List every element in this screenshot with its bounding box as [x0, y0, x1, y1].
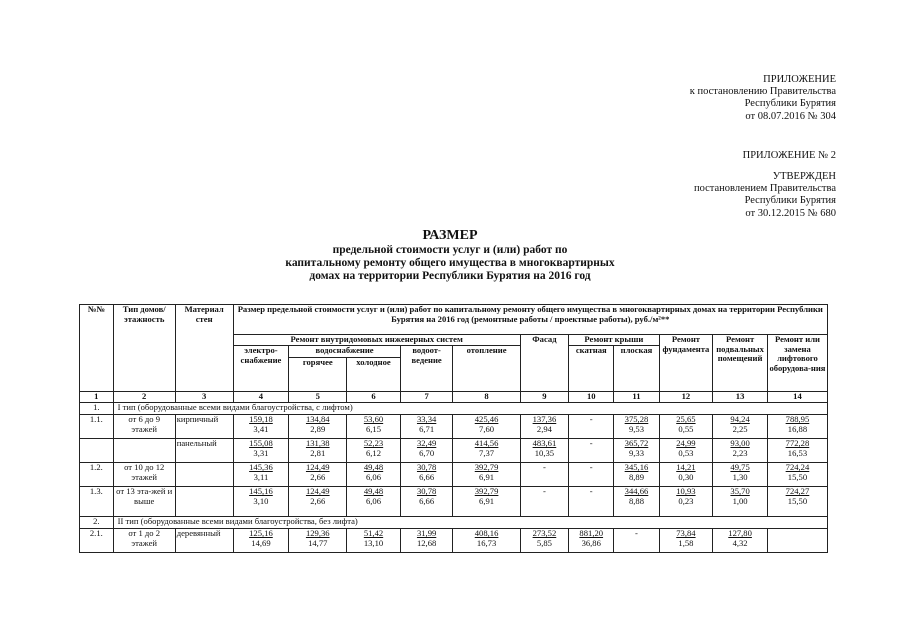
cell-repair-value: 124,49 [305, 486, 330, 496]
header-foundation: Ремонт фундамента [659, 335, 713, 392]
cell-design-value: 9,33 [628, 447, 644, 458]
appendix2-title: ПРИЛОЖЕНИЕ № 2 [742, 150, 836, 161]
table-cell [520, 487, 568, 517]
table-row [80, 439, 828, 463]
approved-line: постановлением Правительства [693, 183, 836, 195]
cell-repair-value: 49,75 [730, 462, 750, 472]
table-cell [289, 529, 347, 553]
header-engineering: Ремонт внутридомовых инженерных систем [233, 335, 520, 346]
table-cell [400, 529, 453, 553]
column-number: 2 [113, 392, 175, 403]
cell-design-value: 5,85 [536, 537, 552, 548]
table-cell [614, 463, 659, 487]
cell-design-value: 6,06 [365, 495, 382, 506]
document-title-line: предельной стоимости услуг и (или) работ по [332, 244, 568, 256]
table-cell [233, 463, 289, 487]
cell-design-value: 16,73 [476, 537, 497, 548]
cell-design-value: 15,50 [787, 471, 808, 482]
cell-design-value: 2,89 [310, 423, 326, 434]
column-number: 7 [400, 392, 453, 403]
cell-repair-value: 344,66 [624, 486, 649, 496]
cell-design-value: 0,30 [678, 471, 694, 482]
row-number: 2.1. [80, 529, 114, 553]
cell-design-value: 4,32 [732, 537, 748, 548]
row-material [175, 487, 233, 517]
header-roof: Ремонт крыши [569, 335, 659, 346]
cell-repair-value: 134,84 [305, 414, 330, 424]
cell-repair-value: - [542, 486, 546, 496]
row-house-type [113, 439, 175, 463]
table-cell [233, 415, 289, 439]
row-material: панельный [175, 439, 233, 463]
row-house-type: от 6 до 9 этажей [113, 415, 175, 439]
table-cell [713, 415, 768, 439]
table-cell [767, 415, 827, 439]
table-cell [659, 529, 713, 553]
cell-repair-value: 724,24 [785, 462, 810, 472]
cell-design-value: 9,53 [628, 423, 644, 434]
cell-design-value: 1,30 [732, 471, 748, 482]
table-cell [659, 463, 713, 487]
cell-repair-value: 345,16 [624, 462, 649, 472]
table-cell [289, 415, 347, 439]
cell-design-value: 15,50 [787, 495, 808, 506]
table-cell [659, 415, 713, 439]
table-cell [767, 487, 827, 517]
cell-design-value: 6,70 [419, 447, 435, 458]
cell-design-value: 2,23 [732, 447, 748, 458]
row-number: 1.3. [80, 487, 114, 517]
cell-repair-value: 124,49 [305, 462, 330, 472]
cell-repair-value: 137,36 [532, 414, 557, 424]
document-title-main: РАЗМЕР [422, 228, 478, 243]
table-cell [767, 529, 827, 553]
cell-design-value: 6,71 [419, 423, 435, 434]
cell-design-value: 10,35 [534, 447, 555, 458]
cell-design-value: 2,81 [310, 447, 326, 458]
cell-design-value: 6,15 [365, 423, 382, 434]
document-title-line: домах на территории Республики Бурятия на 2016 год [309, 270, 591, 282]
cell-design-value: 36,86 [581, 537, 601, 548]
table-cell [767, 439, 827, 463]
cell-repair-value: 788,95 [785, 414, 810, 424]
column-number: 11 [614, 392, 659, 403]
table-cell [767, 463, 827, 487]
cost-table [79, 304, 828, 553]
cell-design-value: 6,66 [419, 471, 435, 482]
cell-design-value: 2,94 [536, 423, 552, 434]
approved-header [694, 171, 836, 220]
table-cell [233, 439, 289, 463]
cell-design-value: 3,41 [253, 423, 269, 434]
column-number: 10 [569, 392, 614, 403]
table-cell [614, 529, 659, 553]
cell-design-value: 6,66 [419, 495, 435, 506]
appendix-header [690, 74, 836, 123]
table-cell [289, 439, 347, 463]
header-material: Материал стен [175, 305, 233, 392]
cell-repair-value: 483,61 [532, 438, 557, 448]
cell-repair-value: 49,48 [363, 486, 384, 496]
cell-repair-value: 131,38 [305, 438, 330, 448]
table-cell [233, 529, 289, 553]
cell-repair-value: 129,36 [305, 528, 330, 538]
table-cell [347, 463, 401, 487]
table-cell [659, 487, 713, 517]
approved-title: УТВЕРЖДЕН [772, 171, 836, 182]
cell-repair-value: 414,56 [474, 438, 499, 448]
table-cell [347, 529, 401, 553]
header-house-type: Тип домов/ этажность [113, 305, 175, 392]
table-cell [453, 439, 520, 463]
header-num: №№ [80, 305, 114, 392]
cell-design-value: 3,11 [253, 471, 269, 482]
row-number: 1.2. [80, 463, 114, 487]
section-label: II тип (оборудованные всеми видами благоустройства, без лифта) [113, 517, 827, 529]
table-cell [453, 487, 520, 517]
cell-repair-value: - [542, 462, 546, 472]
table-row [80, 487, 828, 517]
table-row [80, 463, 828, 487]
row-number: 1.1. [80, 415, 114, 439]
cell-design-value: 16,53 [787, 447, 808, 458]
cell-repair-value: 273,52 [532, 528, 557, 538]
cell-repair-value: 365,72 [624, 438, 649, 448]
table-cell [520, 439, 568, 463]
cell-design-value: 2,66 [310, 495, 326, 506]
table-cell [400, 439, 453, 463]
cell-design-value: 14,69 [251, 537, 271, 548]
cell-repair-value: 10,93 [676, 486, 696, 496]
header-water: водоснабжение [289, 346, 401, 358]
approved-line: Республики Бурятия [744, 195, 836, 207]
column-number: 8 [453, 392, 520, 403]
cell-repair-value: 49,48 [363, 462, 384, 472]
table-cell [453, 415, 520, 439]
cell-repair-value: 24,99 [676, 438, 696, 448]
appendix2-header [743, 150, 836, 162]
row-number [80, 439, 114, 463]
table-cell [400, 463, 453, 487]
row-house-type: от 10 до 12 этажей [113, 463, 175, 487]
table-cell [453, 463, 520, 487]
cell-design-value: 6,06 [365, 471, 382, 482]
cell-repair-value: 35,70 [730, 486, 750, 496]
table-cell [713, 487, 768, 517]
table-cell [289, 463, 347, 487]
cell-repair-value: 375,28 [624, 414, 649, 424]
cell-design-value: 1,58 [678, 537, 694, 548]
cell-design-value: 6,91 [479, 495, 495, 506]
cell-repair-value: - [589, 438, 593, 448]
cell-design-value: 1,00 [732, 495, 748, 506]
cell-repair-value: 881,20 [579, 528, 604, 538]
section-row [80, 517, 828, 529]
cell-repair-value: 127,80 [728, 528, 752, 538]
table-cell [713, 529, 768, 553]
header-heating: отопление [453, 346, 520, 392]
table-cell [569, 463, 614, 487]
cell-repair-value: 159,18 [249, 414, 273, 424]
row-material: деревянный [175, 529, 233, 553]
cell-repair-value: 145,36 [249, 462, 273, 472]
appendix-title: ПРИЛОЖЕНИЕ [763, 74, 836, 85]
row-house-type: от 1 до 2 этажей [113, 529, 175, 553]
section-number: 1. [80, 403, 114, 415]
header-basement: Ремонт подвальных помещений [713, 335, 768, 392]
cell-design-value: 14,77 [308, 537, 328, 548]
cell-design-value: 8,88 [628, 495, 644, 506]
cell-design-value: 16,88 [787, 423, 808, 434]
table-cell [614, 439, 659, 463]
document-title-line: капитальному ремонту общего имущества в многоквартирных [285, 257, 615, 269]
table-cell [659, 439, 713, 463]
cell-repair-value: 392,79 [474, 486, 499, 496]
column-number: 3 [175, 392, 233, 403]
header-facade: Фасад [520, 335, 568, 392]
table-row [80, 529, 828, 553]
table-cell [400, 487, 453, 517]
cell-repair-value: 425,46 [474, 414, 499, 424]
column-number: 6 [347, 392, 401, 403]
cell-repair-value: 31,99 [416, 528, 437, 538]
row-house-type: от 13 эта-жей и выше [113, 487, 175, 517]
cell-repair-value: 93,00 [730, 438, 750, 448]
cell-repair-value: 125,16 [249, 528, 273, 538]
appendix-line: Республики Бурятия [744, 98, 836, 110]
approved-date: от 30.12.2015 № 680 [745, 207, 836, 219]
cell-repair-value: - [589, 486, 593, 496]
table-cell [520, 529, 568, 553]
section-number: 2. [80, 517, 114, 529]
header-hot: горячее [289, 358, 347, 392]
cell-repair-value: 392,79 [474, 462, 499, 472]
table-cell [614, 415, 659, 439]
cell-design-value: 2,66 [310, 471, 326, 482]
header-size-title: Размер предельной стоимости услуг и (или) работ по капитальному ремонту общего имущества в многоквартирных домах на территории Республики Бурятия на 2016 год (ремонтные работы / проектные работы), руб./м²** [233, 305, 827, 335]
cell-repair-value: 145,16 [249, 486, 273, 496]
cell-design-value: 3,31 [253, 447, 269, 458]
section-label: I тип (оборудованные всеми видами благоустройства, с лифтом) [113, 403, 827, 415]
appendix-date: от 08.07.2016 № 304 [745, 110, 836, 122]
header-electric: электро-снабжение [233, 346, 289, 392]
column-number: 12 [659, 392, 713, 403]
cell-repair-value: 14,21 [676, 462, 696, 472]
table-cell [347, 439, 401, 463]
cell-repair-value: 408,16 [474, 528, 499, 538]
cell-repair-value: 94,24 [730, 414, 750, 424]
document-title [160, 228, 740, 283]
table-cell [347, 487, 401, 517]
cell-repair-value: 51,42 [363, 528, 384, 538]
cell-repair-value: - [589, 462, 593, 472]
appendix-line: к постановлению Правительства [689, 86, 836, 98]
cell-design-value: 2,25 [732, 423, 748, 434]
cell-design-value: 12,68 [416, 537, 437, 548]
cell-design-value: 0,53 [678, 447, 694, 458]
table-cell [289, 487, 347, 517]
cell-design-value: 3,10 [253, 495, 269, 506]
table-cell [569, 439, 614, 463]
column-number: 4 [233, 392, 289, 403]
cell-repair-value: 772,28 [785, 438, 810, 448]
cell-repair-value: 155,08 [249, 438, 273, 448]
table-cell [347, 415, 401, 439]
header-cold: холодное [347, 358, 401, 392]
cell-design-value: 6,12 [365, 447, 382, 458]
column-number: 5 [289, 392, 347, 403]
cell-repair-value: - [589, 414, 593, 424]
table-cell [713, 439, 768, 463]
table-cell [520, 415, 568, 439]
cell-repair-value: 25,65 [676, 414, 696, 424]
cell-design-value: 8,89 [628, 471, 644, 482]
cell-repair-value: 33,34 [416, 414, 437, 424]
table-row [80, 415, 828, 439]
cell-repair-value: 52,23 [363, 438, 384, 448]
table-cell [520, 463, 568, 487]
column-number: 14 [767, 392, 827, 403]
cell-repair-value: - [635, 528, 638, 538]
cell-design-value: 0,55 [678, 423, 694, 434]
cell-design-value: 6,91 [479, 471, 495, 482]
cell-repair-value: 53,60 [363, 414, 384, 424]
header-drain: водоот-ведение [400, 346, 453, 392]
table-cell [614, 487, 659, 517]
column-number: 9 [520, 392, 568, 403]
cell-repair-value: 30,78 [416, 462, 437, 472]
table-cell [569, 415, 614, 439]
cell-repair-value: 30,78 [416, 486, 437, 496]
cell-repair-value: 32,49 [416, 438, 437, 448]
cell-repair-value: 73,84 [676, 528, 696, 538]
table-cell [233, 487, 289, 517]
cell-design-value: 7,37 [479, 447, 495, 458]
table-cell [569, 529, 614, 553]
cell-design-value: 7,60 [479, 423, 495, 434]
header-pitched: скатная [569, 346, 614, 392]
header-elevator: Ремонт или замена лифтового оборудова-ния [767, 335, 827, 392]
row-material: кирпичный [175, 415, 233, 439]
header-flat: плоская [614, 346, 659, 392]
table-cell [453, 529, 520, 553]
cell-repair-value: 724,27 [785, 486, 810, 496]
row-material [175, 463, 233, 487]
table-cell [400, 415, 453, 439]
section-row [80, 403, 828, 415]
column-number: 1 [80, 392, 114, 403]
cell-design-value: 0,23 [678, 495, 694, 506]
table-cell [569, 487, 614, 517]
table-cell [713, 463, 768, 487]
cell-design-value: 13,10 [363, 537, 384, 548]
column-number: 13 [713, 392, 768, 403]
